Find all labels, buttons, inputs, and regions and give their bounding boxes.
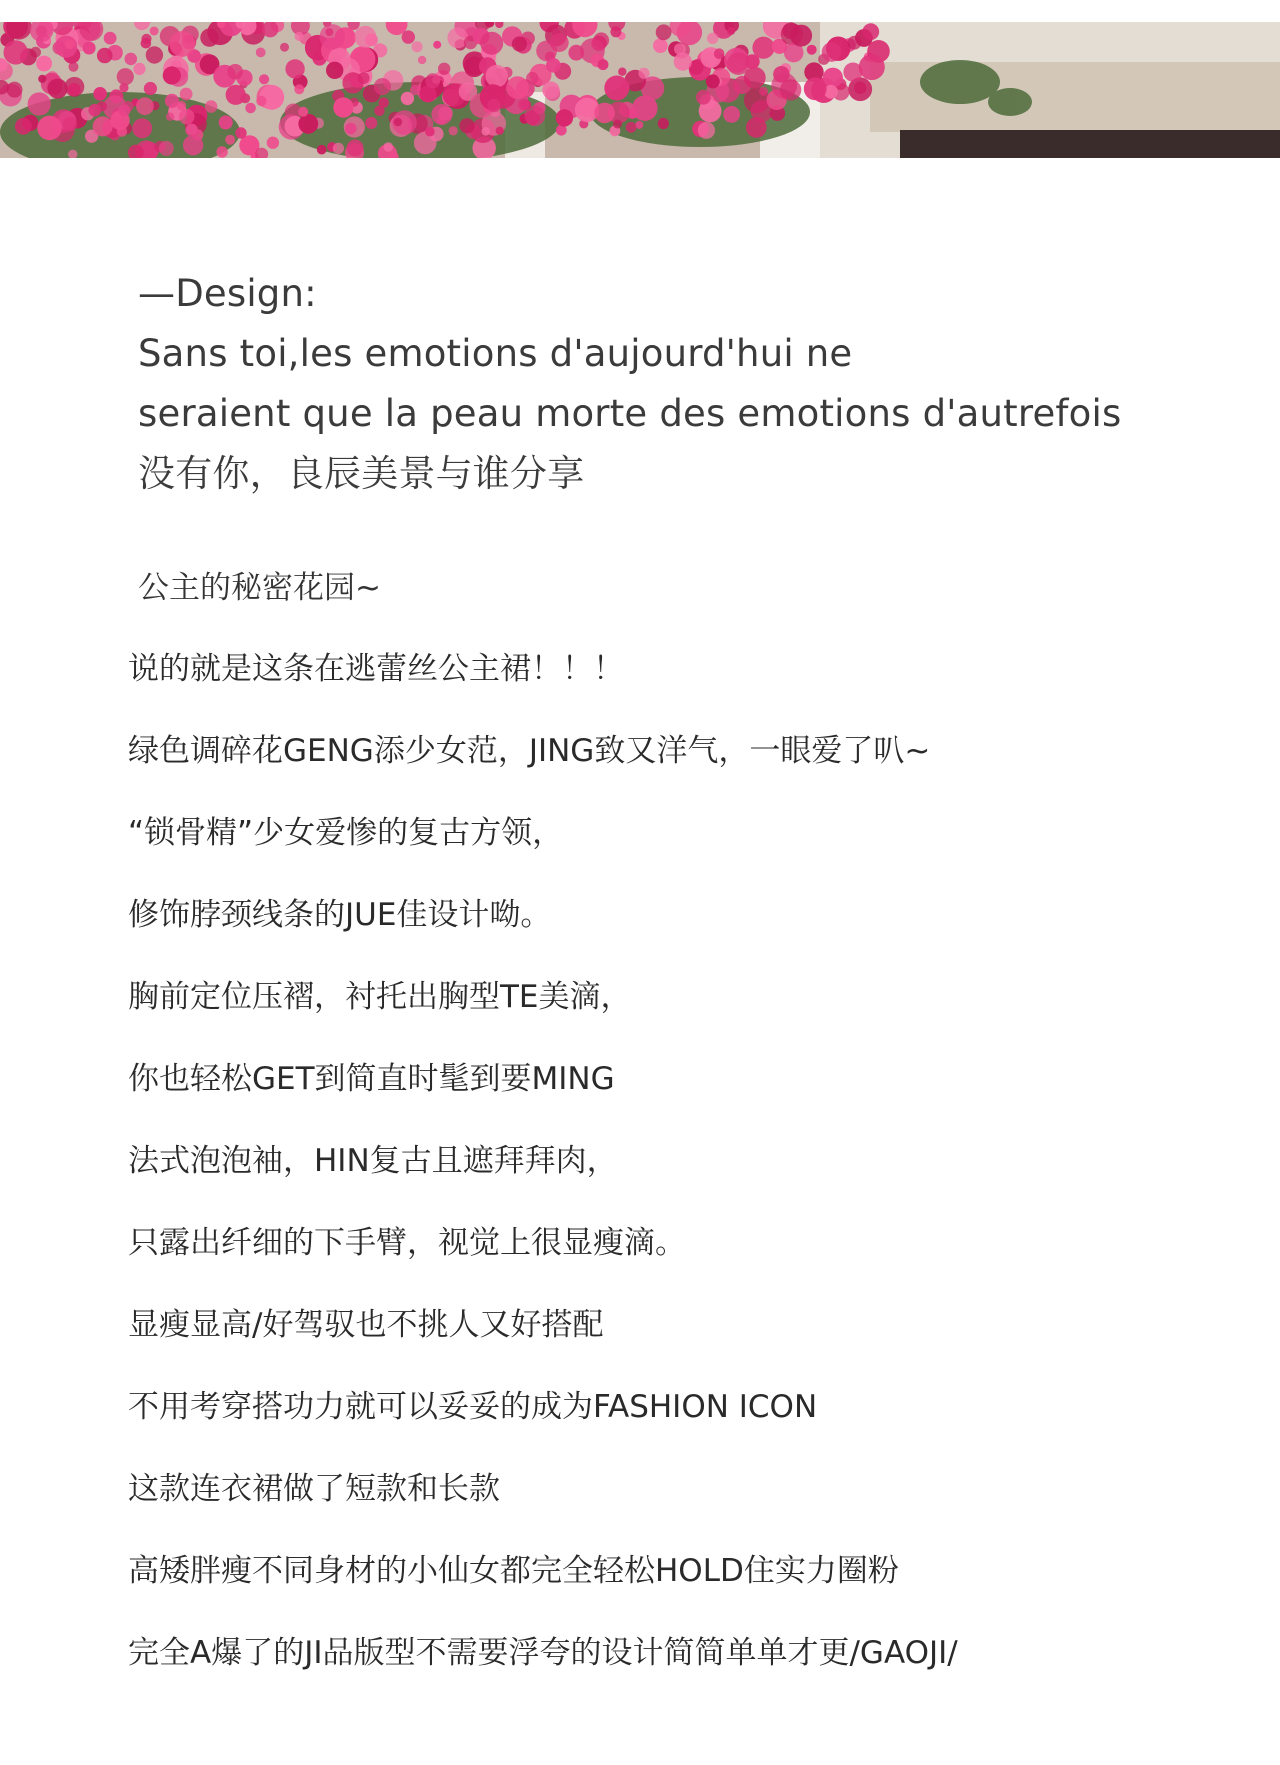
flower-petal [185, 124, 198, 137]
flower-petal [394, 118, 403, 127]
flower-petal [88, 104, 101, 117]
paragraph: 完全A爆了的JI品版型不需要浮夸的设计简简单单才更/GAOJI/ [128, 1635, 958, 1671]
flower-petal [459, 118, 474, 133]
flower-petal [512, 36, 527, 51]
flower-petal [298, 107, 308, 117]
flower-petal [425, 73, 440, 88]
flower-petal [38, 75, 46, 83]
flower-petal [780, 79, 801, 100]
flower-petal [150, 27, 159, 36]
flower-petal [30, 47, 41, 58]
flower-petal [402, 30, 415, 43]
flower-petal [144, 82, 157, 95]
flower-petal [219, 116, 233, 130]
intro-line: Sans toi,les emotions d'aujourd'hui ne [138, 332, 853, 375]
flower-petal [267, 137, 279, 149]
flower-petal [759, 87, 768, 96]
paragraph: 修饰脖颈线条的JUE佳设计呦。 [128, 897, 552, 933]
flower-petal [635, 121, 643, 129]
flower-petal [256, 96, 266, 106]
bougainvillea-image [0, 22, 1280, 158]
flower-petal [804, 77, 827, 100]
flower-petal [449, 126, 458, 135]
flower-petal [347, 140, 364, 157]
intro-line: seraient que la peau morte des emotions d'autrefois [138, 392, 1122, 435]
flower-petal [216, 146, 227, 157]
paragraph: 不用考穿搭功力就可以妥妥的成为FASHION ICON [128, 1389, 818, 1425]
flower-petal [486, 65, 508, 87]
flower-petal [487, 99, 500, 112]
flower-petal [320, 24, 345, 49]
flower-petal [723, 106, 740, 123]
flower-petal [410, 85, 420, 95]
flower-petal [698, 122, 715, 139]
flower-petal [65, 39, 75, 49]
flower-petal [859, 54, 885, 80]
flower-petal [83, 42, 96, 55]
flower-petal [119, 83, 128, 92]
flower-petal [280, 43, 289, 52]
flower-petal [125, 53, 138, 66]
flower-petal [526, 72, 538, 84]
flower-petal [169, 31, 195, 57]
flower-petal [425, 127, 435, 137]
flower-petal [790, 25, 812, 47]
flower-petal [379, 98, 389, 108]
paragraph: 法式泡泡袖，HIN复古且遮拜拜肉， [128, 1143, 618, 1179]
flower-petal [618, 68, 626, 76]
flower-petal [227, 64, 243, 80]
flower-petal [431, 104, 452, 125]
flower-petal [613, 120, 622, 129]
intro-block [138, 264, 1138, 504]
flower-petal [610, 26, 621, 37]
flower-petal [746, 117, 767, 138]
product-description [128, 641, 1228, 1707]
flower-petal [225, 135, 235, 145]
flower-petal [862, 23, 879, 40]
flower-petal [235, 127, 246, 138]
intro-line: 没有你，良辰美景与谁分享 [138, 452, 585, 495]
flower-petal [177, 101, 187, 111]
flower-petal [295, 32, 304, 41]
flower-petal [104, 32, 117, 45]
flower-petal [37, 116, 62, 141]
flower-petal [205, 100, 218, 113]
flower-petal [822, 42, 842, 62]
flower-petal [119, 104, 131, 116]
flower-petal [714, 48, 725, 59]
paragraph: 显瘦显高/好驾驭也不挑人又好搭配 [128, 1307, 604, 1343]
flower-petal [848, 36, 862, 50]
flower-petal [418, 56, 426, 64]
flower-petal [28, 92, 51, 115]
flower-petal [93, 87, 107, 101]
flower-petal [556, 109, 573, 126]
flower-petal [506, 76, 529, 99]
flower-petal [674, 53, 692, 71]
flower-petal [412, 41, 423, 52]
flower-petal [658, 118, 669, 129]
flower-petal [166, 113, 174, 121]
flower-petal [226, 85, 246, 105]
flower-petal [4, 40, 28, 64]
flower-petal [727, 52, 750, 75]
flower-petal [656, 24, 672, 40]
flower-petal [384, 142, 394, 152]
flower-petal [15, 118, 32, 135]
flower-petal [93, 116, 113, 136]
flower-petal [117, 126, 127, 136]
flower-petal [438, 63, 450, 75]
flower-petal [333, 97, 353, 117]
flower-petal [518, 99, 529, 110]
flower-petal [298, 114, 318, 134]
flower-petal [727, 27, 735, 35]
flower-petal [433, 41, 441, 49]
flower-petal [132, 118, 152, 138]
flower-petal [345, 123, 357, 135]
flower-petal [480, 32, 503, 55]
flower-petal [146, 46, 163, 63]
flower-petal [496, 127, 504, 135]
flower-petal [133, 63, 145, 75]
flower-petal [326, 62, 343, 79]
flower-petal [365, 117, 377, 129]
flower-petal [374, 78, 391, 95]
flower-petal [183, 135, 203, 155]
flower-petal [333, 143, 344, 154]
paragraph: 胸前定位压褶，衬托出胸型TE美滴， [128, 979, 632, 1015]
flower-petal [259, 74, 269, 84]
paragraph: “锁骨精”少女爱惨的复古方领， [128, 815, 564, 851]
section-subtitle: 公主的秘密花园~ [138, 570, 381, 606]
flower-petal [546, 58, 561, 73]
flower-petal [97, 48, 113, 64]
flower-petal [598, 59, 609, 70]
flower-petal [626, 122, 637, 133]
flower-petal [542, 82, 559, 99]
flower-petal [256, 48, 266, 58]
flower-petal [68, 83, 81, 96]
flower-petal [48, 79, 68, 99]
flower-petal [317, 145, 327, 155]
flower-petal [141, 38, 152, 49]
flower-petal [823, 68, 843, 88]
flower-petal [594, 103, 615, 124]
flower-petal [707, 33, 718, 44]
flower-petal [245, 103, 256, 114]
flower-petal [63, 117, 77, 131]
flower-petal [163, 66, 181, 84]
flower-petal [36, 56, 52, 72]
flower-petal [117, 68, 134, 85]
flower-petal [179, 109, 195, 125]
flower-petal [294, 84, 304, 94]
paragraph: 绿色调碎花GENG添少女范，JING致又洋气，一眼爱了叭~ [128, 733, 931, 769]
flower-petal [568, 45, 584, 61]
flower-petal [604, 76, 629, 101]
flower-petal [358, 72, 370, 84]
flower-petal [807, 45, 817, 55]
paragraph: 说的就是这条在逃蕾丝公主裙！！！ [128, 651, 624, 687]
flower-petal [285, 59, 304, 78]
flower-petal [481, 127, 490, 136]
paragraph: 只露出纤细的下手臂，视觉上很显瘦滴。 [128, 1225, 686, 1261]
flower-petal [638, 68, 649, 79]
flower-petal [632, 95, 658, 121]
paragraph: 你也轻松GET到简直时髦到要MING [128, 1061, 615, 1097]
flower-petal [159, 141, 174, 156]
flower-petal [7, 82, 23, 98]
flower-petal [136, 97, 154, 115]
flower-petal [653, 38, 668, 53]
flower-petal [180, 88, 193, 101]
flower-petal [354, 26, 376, 48]
flower-petal [200, 28, 218, 46]
banner-photo [0, 22, 1280, 158]
paragraph: 这款连衣裙做了短款和长款 [128, 1471, 500, 1507]
paragraph: 高矮胖瘦不同身材的小仙女都完全轻松HOLD住实力圈粉 [128, 1553, 899, 1589]
flower-petal [696, 90, 711, 105]
flower-petal [706, 74, 720, 88]
flower-petal [550, 33, 569, 52]
intro-line: —Design: [138, 272, 317, 315]
